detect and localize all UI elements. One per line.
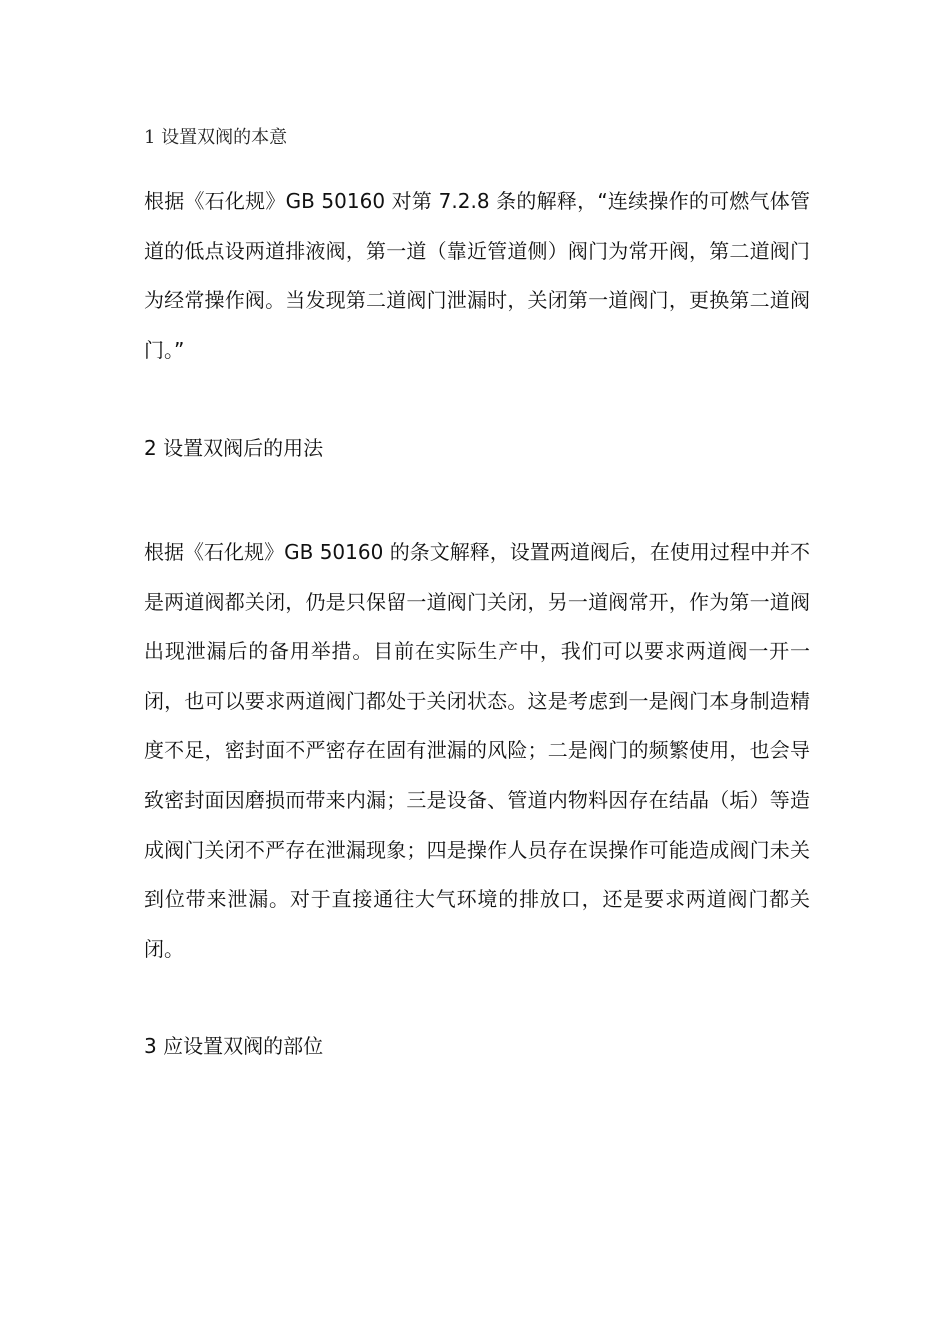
section-1-heading: 1 设置双阀的本意	[144, 127, 288, 148]
section-1-paragraph: 根据《石化规》GB 50160 对第 7.2.8 条的解释，“连续操作的可燃气体管道的低点设两道排液阀，第一道（靠近管道侧）阀门为常开阀，第二道阀门为经常操作阀。当发现第二道阀门泄漏时，关闭第一道阀门，更换第二道阀门。”	[144, 189, 810, 362]
section-2-heading: 2 设置双阀后的用法	[144, 436, 324, 460]
section-3-heading: 3 应设置双阀的部位	[144, 1034, 324, 1058]
section-2-paragraph: 根据《石化规》GB 50160 的条文解释，设置两道阀后，在使用过程中并不是两道阀都关闭，仍是只保留一道阀门关闭，另一道阀常开，作为第一道阀出现泄漏后的备用举措。目前在实际生产中，我们可以要求两道阀一开一闭，也可以要求两道阀门都处于关闭状态。这是考虑到一是阀门本身制造精度不足，密封面不严密存在固有泄漏的风险；二是阀门的频繁使用，也会导致密封面因磨损而带来内漏；三是设备、管道内物料因存在结晶（垢）等造成阀门关闭不严存在泄漏现象；四是操作人员存在误操作可能造成阀门未关到位带来泄漏。对于直接通往大气环境的排放口，还是要求两道阀门都关闭。	[144, 540, 810, 961]
